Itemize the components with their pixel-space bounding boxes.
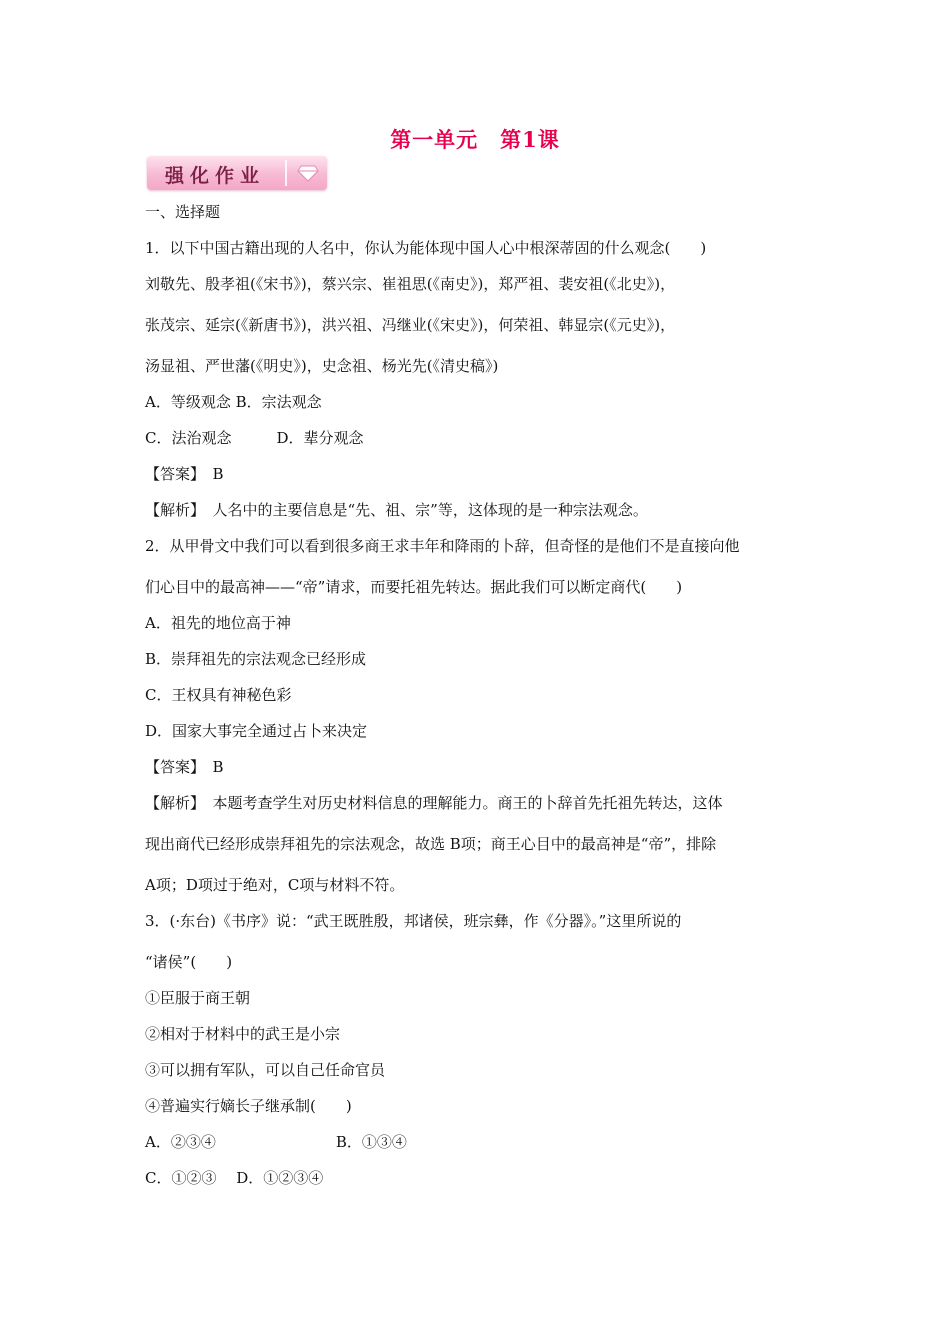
question-1-analysis: 【解析】 人名中的主要信息是“先、祖、宗”等，这体现的是一种宗法观念。 (145, 501, 648, 519)
page-title: 第一单元 第1课 (390, 127, 560, 152)
question-2-option: A．祖先的地位高于神 (145, 614, 291, 632)
question-3-stem: 3．(·东台)《书序》说：“武王既胜殷，邦诸侯，班宗彝，作《分器》。”这里所说的 (145, 912, 682, 930)
question-1-options: C．法治观念 D．辈分观念 (145, 429, 364, 447)
question-3-statement: ②相对于材料中的武王是小宗 (145, 1025, 341, 1043)
question-3-statement: ④普遍实行嫡长子继承制( ) (145, 1097, 352, 1115)
question-3-stem: “诸侯”( ) (145, 953, 233, 971)
question-3-statement: ①臣服于商王朝 (145, 989, 251, 1007)
question-2-analysis: 【解析】 本题考查学生对历史材料信息的理解能力。商王的卜辞首先托祖先转达，这体 (145, 794, 723, 812)
diamond-icon (297, 164, 319, 182)
section-badge (147, 156, 327, 190)
question-2-stem: 2．从甲骨文中我们可以看到很多商王求丰年和降雨的卜辞，但奇怪的是他们不是直接向他 (145, 537, 740, 555)
section-heading: 一、选择题 (145, 203, 221, 221)
question-2-answer: 【答案】 B (145, 758, 224, 776)
question-2-option: B．崇拜祖先的宗法观念已经形成 (145, 650, 367, 668)
question-1-answer: 【答案】 B (145, 465, 224, 483)
question-2-analysis: A项；D项过于绝对，C项与材料不符。 (145, 876, 405, 894)
question-2-analysis: 现出商代已经形成崇拜祖先的宗法观念，故选 B项；商王心目中的最高神是“帝”，排除 (145, 835, 717, 853)
question-1-material: 刘敬先、殷孝祖(《宋书》)，蔡兴宗、崔祖思(《南史》)，郑严祖、裴安祖(《北史》)， (145, 275, 676, 293)
badge-divider (285, 160, 287, 186)
question-3-options: C．①②③ D．①②③④ (145, 1169, 324, 1187)
question-1-options: A．等级观念 B．宗法观念 (145, 393, 322, 411)
question-2-option: C．王权具有神秘色彩 (145, 686, 292, 704)
question-1-stem: 1．以下中国古籍出现的人名中，你认为能体现中国人心中根深蒂固的什么观念( ) (145, 239, 707, 257)
question-1-material: 张茂宗、延宗(《新唐书》)，洪兴祖、冯继业(《宋史》)，何荣祖、韩显宗(《元史》)， (145, 316, 676, 334)
question-3-statement: ③可以拥有军队，可以自己任命官员 (145, 1061, 386, 1079)
question-2-stem: 们心目中的最高神——“帝”请求，而要托祖先转达。据此我们可以断定商代( ) (145, 578, 683, 596)
section-badge-label: 强化作业 (165, 165, 266, 187)
question-1-material: 汤显祖、严世藩(《明史》)，史念祖、杨光先(《清史稿》) (145, 357, 499, 375)
question-3-options: A．②③④ B．①③④ (145, 1133, 407, 1151)
question-2-option: D．国家大事完全通过占卜来决定 (145, 722, 368, 740)
